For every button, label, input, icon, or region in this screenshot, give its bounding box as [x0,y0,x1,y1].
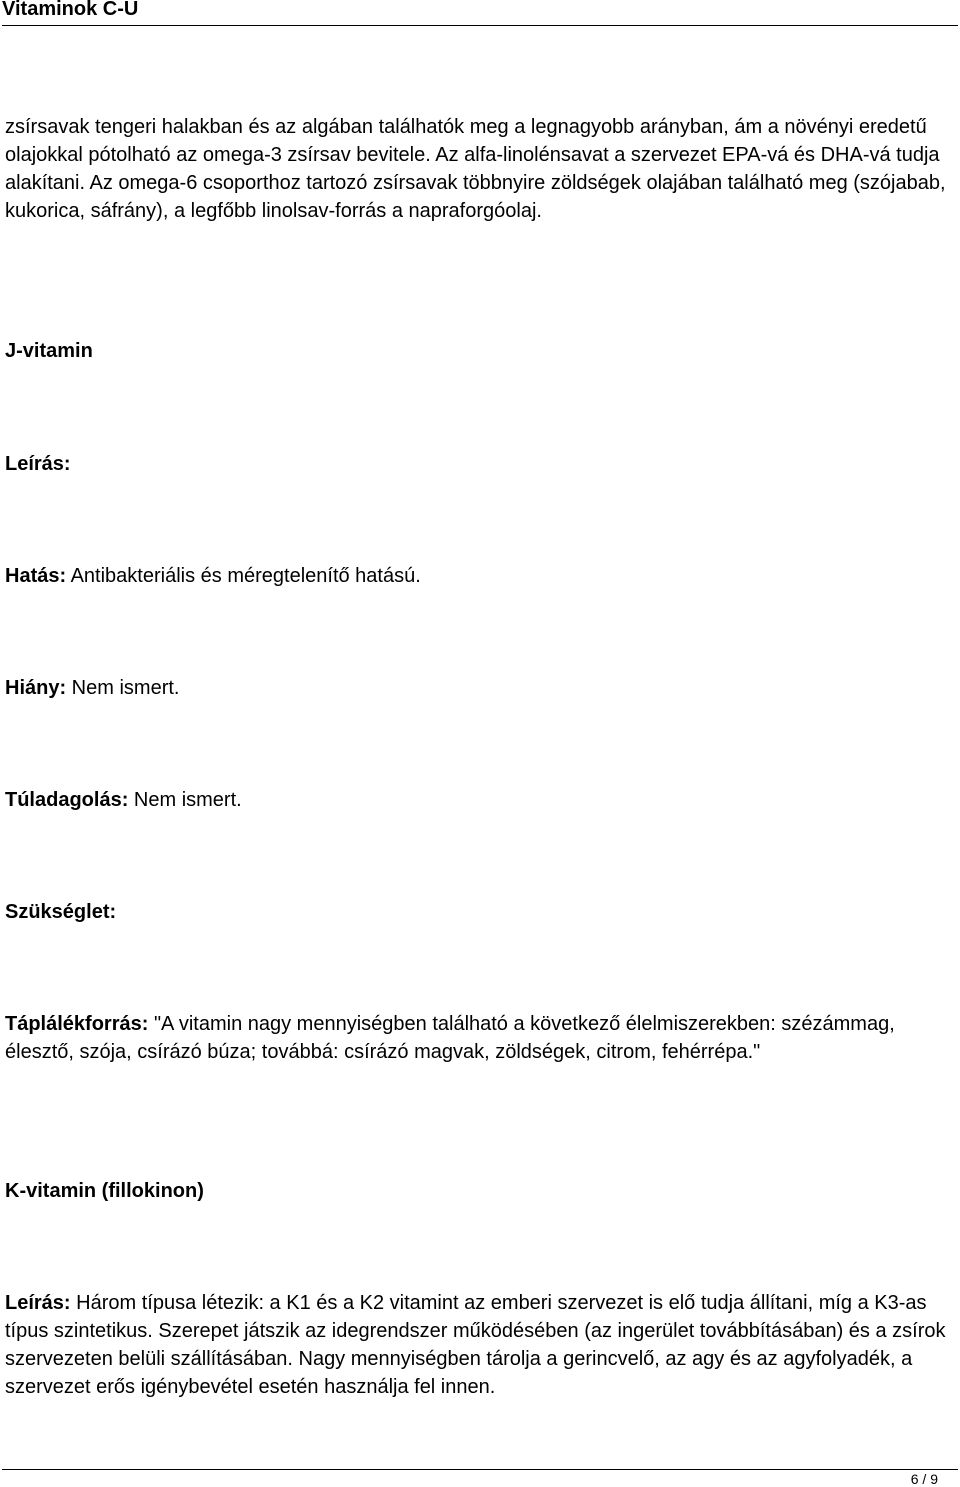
j-szukseglet-label: Szükséglet: [5,901,117,923]
j-hatas-label: Hatás: [5,565,67,587]
k-vitamin-heading: K-vitamin (fillokinon) [5,1180,204,1202]
omega-paragraph: zsírsavak tengeri halakban és az algában találhatók meg a legnagyobb arányban, ám a növényi eredetű olajokkal pótolható az omega-3 zsírsav bevitele. Az alfa-linolénsavat a szervezet EPA-vá és DHA-vá tudja alakítani. Az omega-6 csoporthoz tartozó zsírsavak többnyire zöldségek olajában található meg (szójabab, kukorica, sáfrány), a legfőbb linolsav-forrás a napraforgóolaj. [5,116,946,222]
j-vitamin-heading: J-vitamin [5,340,93,362]
j-tuladagolas-line [5,786,955,814]
footer-divider [2,1469,958,1470]
j-hatas-line [5,562,955,590]
j-taplalek-label: Táplálékforrás: [5,1013,149,1035]
j-tuladagolas-label: Túladagolás: [5,789,129,811]
j-leiras-label: Leírás: [5,453,71,475]
page-number: 6 / 9 [910,1471,938,1487]
j-hiany-text: Nem ismert. [66,677,180,699]
j-taplalekforras-paragraph [5,1010,955,1066]
header-divider [2,25,958,26]
document-title: Vitaminok C-U [2,0,139,20]
j-hiany-line [5,674,955,702]
k-leiras-text: Három típusa létezik: a K1 és a K2 vitamint az emberi szervezet is elő tudja állítani, míg a K3-as típus szintetikus. Szerepet játszik az idegrendszer működésében (az ingerület továbbításában) és a zsírok szervezeten belüli szállításában. Nagy mennyiségben tárolja a gerincvelő, az agy és az agyfolyadék, a szervezet erős igénybevétel esetén használja fel innen. [5,1292,946,1398]
j-taplalek-text: "A vitamin nagy mennyiségben található a következő élelmiszerekben: szézámmag, élesztő, szója, csírázó búza; továbbá: csírázó magvak, zöldségek, citrom, fehérrépa." [5,1013,895,1063]
j-tuladagolas-text: Nem ismert. [128,789,242,811]
j-hatas-text: Antibakteriális és méregtelenítő hatású. [66,565,421,587]
j-hiany-label: Hiány: [5,677,67,699]
k-leiras-label: Leírás: [5,1292,71,1314]
k-leiras-paragraph [5,1289,955,1401]
